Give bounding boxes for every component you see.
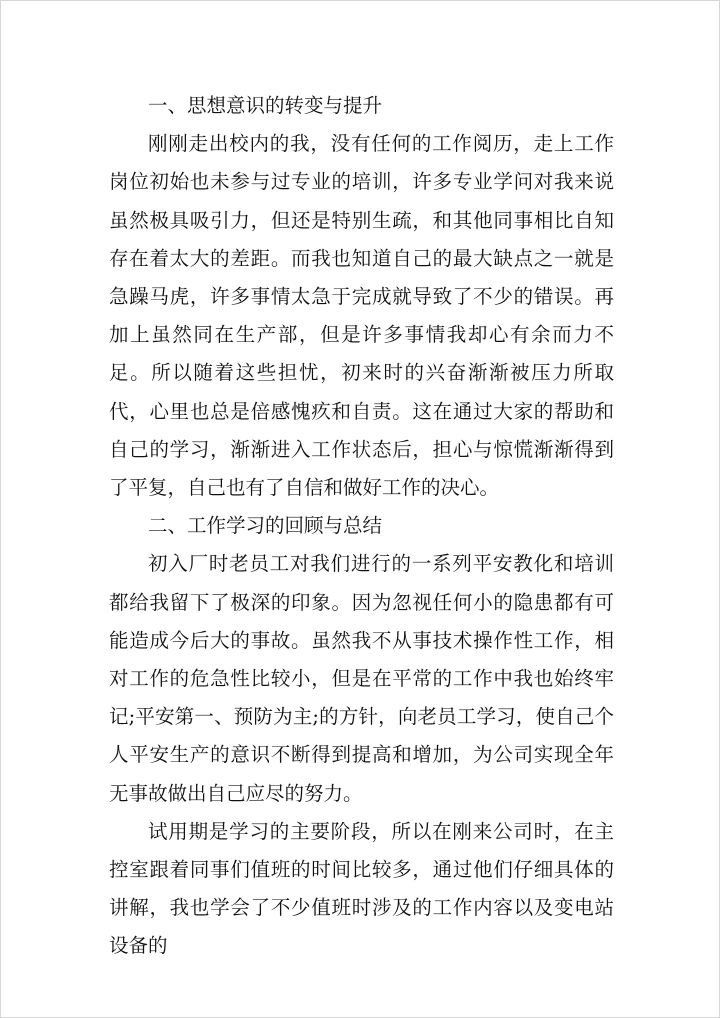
section-heading-1: 一、思想意识的转变与提升 [148, 94, 383, 117]
section-heading-2: 二、工作学习的回顾与总结 [148, 514, 383, 538]
paragraph-1: 刚刚走出校内的我，没有任何的工作阅历，走上工作岗位初始也未参与过专业的培训，许多专业学问对我来说虽然极具吸引力，但还是特别生疏，和其他同事相比自知存在着太大的差距。而我也知道自己的最大缺点之一就是急躁马虎，许多事情太急于完成就导致了不少的错误。再加上虽然同在生产部，但是许多事情我却心有余而力不足。所以随着这些担忧，初来时的兴奋渐渐被压力所取代，心里也总是倍感愧疚和自责。这在通过大家的帮助和自己的学习，渐渐进入工作状态后，担心与惊慌渐渐得到了平复，自己也有了自信和做好工作的决心。 [109, 132, 614, 500]
paragraph-2: 初入厂时老员工对我们进行的一系列平安教化和培训都给我留下了极深的印象。因为忽视任何小的隐患都有可能造成今后大的事故。虽然我不从事技术操作性工作，相对工作的危急性比较小，但是在平常的工作中我也始终牢记;平安第一、预防为主;的方针，向老员工学习，使自己个人平安生产的意识不断得到提高和增加，为公司实现全年无事故做出自己应尽的努力。 [109, 552, 614, 805]
document-body [109, 87, 614, 966]
paragraph-3: 试用期是学习的主要阶段，所以在刚来公司时，在主控室跟着同事们值班的时间比较多，通过他们仔细具体的讲解，我也学会了不少值班时涉及的工作内容以及变电站设备的 [109, 819, 614, 958]
